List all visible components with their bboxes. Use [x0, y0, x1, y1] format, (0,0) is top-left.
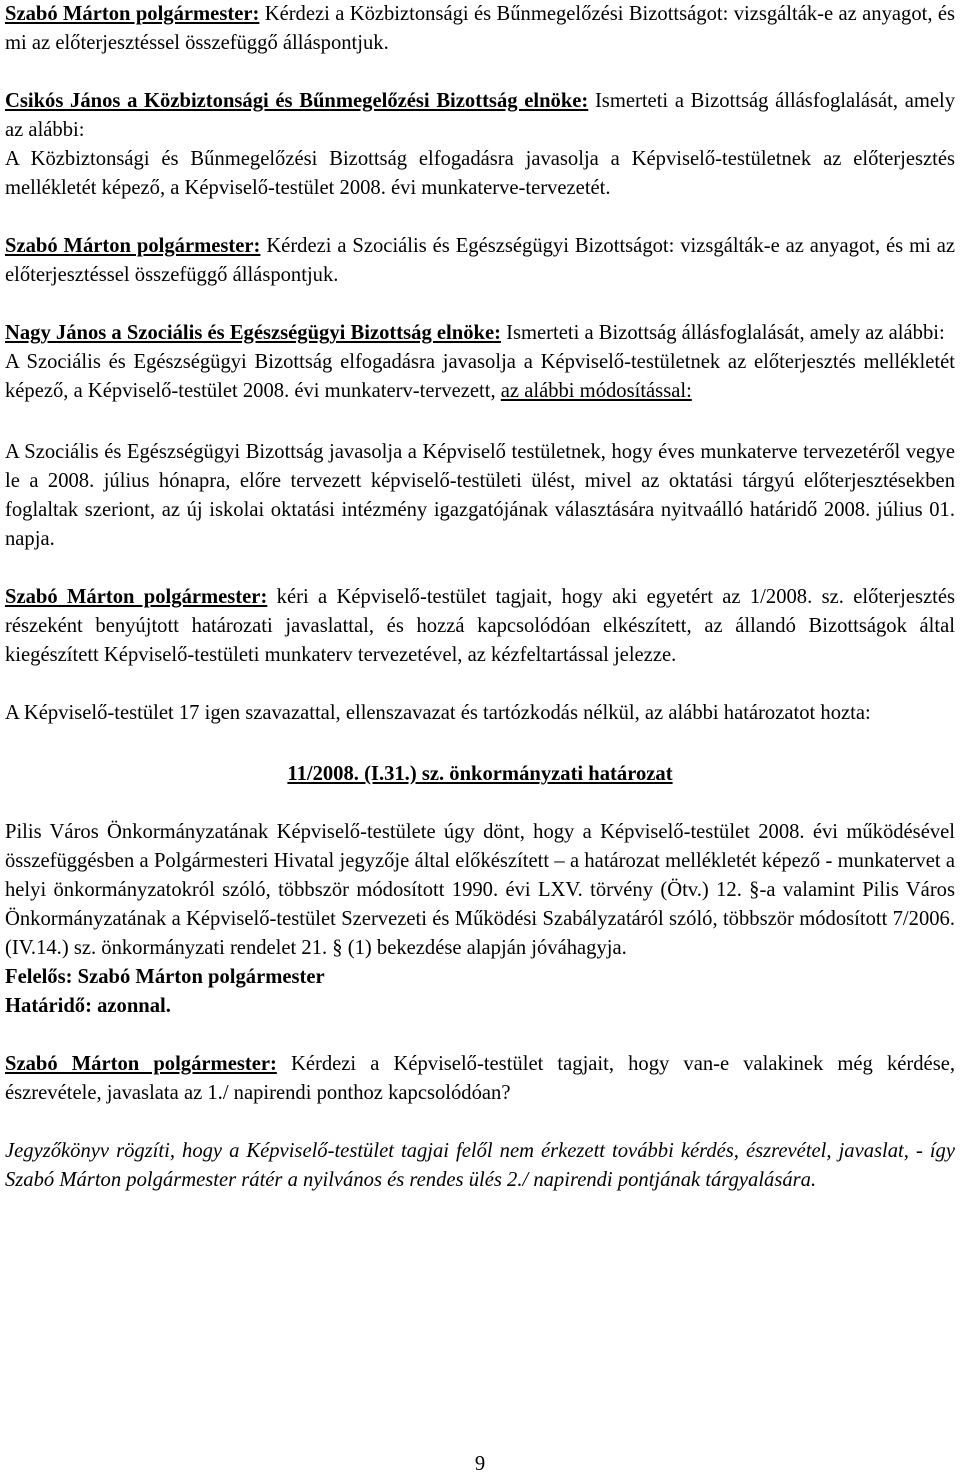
- paragraph-text: Kérdezi a Képviselő-testület tagjait, hogy van-e valakinek még kérdése, észrevétele, javaslata az 1./ napirendi ponthoz kapcsolódóan?: [5, 1053, 955, 1104]
- deadline-line: Határidő: azonnal.: [5, 995, 171, 1017]
- paragraph-mayor-question-2: [5, 232, 955, 290]
- speaker-name: Csikós János a Közbiztonsági és Bűnmegelőzési Bizottság elnöke:: [5, 90, 589, 112]
- paragraph-text: Kérdezi a Szociális és Egészségügyi Bizottságot: vizsgálták-e az anyagot, és mi az előterjesztéssel összefüggő álláspontjuk.: [5, 235, 955, 286]
- paragraph-text: kéri a Képviselő-testület tagjait, hogy aki egyetért az 1/2008. sz. előterjesztés részeként benyújtott határozati javaslattal, és hozzá kapcsolódóan elkészített, az állandó Bizottságok által kiegészített Képviselő-testületi munkaterv tervezetével, az kézfeltartással jelezze.: [5, 586, 955, 666]
- responsible-line: Felelős: Szabó Márton polgármester: [5, 966, 325, 988]
- speaker-name: Szabó Márton polgármester:: [5, 586, 268, 608]
- speaker-name: Szabó Márton polgármester:: [5, 3, 260, 25]
- paragraph-mayor-vote-call: [5, 583, 955, 670]
- paragraph-amendment: A Szociális és Egészségügyi Bizottság javasolja a Képviselő testületnek, hogy éves munkaterve tervezetéről vegye le a 2008. július hónapra, előre tervezett képviselő-testületi ülést, mivel az oktatási tárgyú előterjesztésekben foglaltak szeriont, az új iskolai oktatási intézmény igazgatójának választására nyitvaálló határidő 2008. július 01. napja.: [5, 441, 955, 550]
- paragraph-minutes-note: Jegyzőkönyv rögzíti, hogy a Képviselő-testület tagjai felől nem érkezett további kérdés, észrevétel, javaslat, - így Szabó Márton polgármester rátér a nyilvános és rendes ülés 2./ napirendi pontjának tárgyalására.: [5, 1140, 955, 1191]
- paragraph-committee-opinion-1: A Közbiztonsági és Bűnmegelőzési Bizottság elfogadásra javasolja a Képviselő-testületnek az előterjesztés mellékletét képező, a Képviselő-testület 2008. évi munkaterve-tervezetét.: [5, 148, 955, 199]
- paragraph-resolution-body: Pilis Város Önkormányzatának Képviselő-testülete úgy dönt, hogy a Képviselő-testület 2008. évi működésével összefüggésben a Polgármesteri Hivatal jegyzője által előkészített – a határozat mellékletét képező - munkatervet a helyi önkormányzatokról szóló, többször módosított 1990. évi LXV. törvény (Ötv.) 12. §-a valamint Pilis Város Önkormányzatának a Képviselő-testület Szervezeti és Működési Szabályzatáról szóló, többször módosított 7/2006. (IV.14.) sz. önkormányzati rendelet 21. § (1) bekezdése alapján jóváhagyja.: [5, 821, 955, 959]
- resolution-title: 11/2008. (I.31.) sz. önkormányzati határozat: [287, 763, 673, 785]
- paragraph-text: Ismerteti a Bizottság állásfoglalását, amely az alábbi:: [500, 322, 945, 344]
- paragraph-text: Ismerteti a Bizottság állásfoglalását, amely az alábbi:: [5, 90, 956, 141]
- paragraph-committee-chair-2: [5, 319, 955, 348]
- paragraph-vote-result: A Képviselő-testület 17 igen szavazattal, ellenszavazat és tartózkodás nélkül, az alábbi határozatot hozta:: [5, 702, 871, 724]
- paragraph-mayor-question-1: [5, 0, 955, 58]
- paragraph-text: Kérdezi a Közbiztonsági és Bűnmegelőzési Bizottságot: vizsgálták-e az anyagot, és mi az előterjesztéssel összefüggő álláspontjuk.: [5, 3, 955, 54]
- page-number: 9: [474, 1453, 486, 1475]
- underlined-text: az alábbi módosítással:: [500, 380, 692, 402]
- speaker-name: Szabó Márton polgármester:: [5, 1053, 277, 1075]
- paragraph-committee-chair-1: [5, 87, 955, 145]
- document-page: [5, 0, 955, 1195]
- paragraph-committee-opinion-2: [5, 348, 955, 406]
- speaker-name: Nagy János a Szociális és Egészségügyi Bizottság elnöke:: [5, 322, 501, 344]
- paragraph-mayor-question-3: [5, 1050, 955, 1108]
- speaker-name: Szabó Márton polgármester:: [5, 235, 261, 257]
- paragraph-text: A Szociális és Egészségügyi Bizottság elfogadásra javasolja a Képviselő-testületnek az előterjesztés mellékletét képező, a Képviselő-testület 2008. évi munkaterv-tervezett,: [5, 351, 955, 402]
